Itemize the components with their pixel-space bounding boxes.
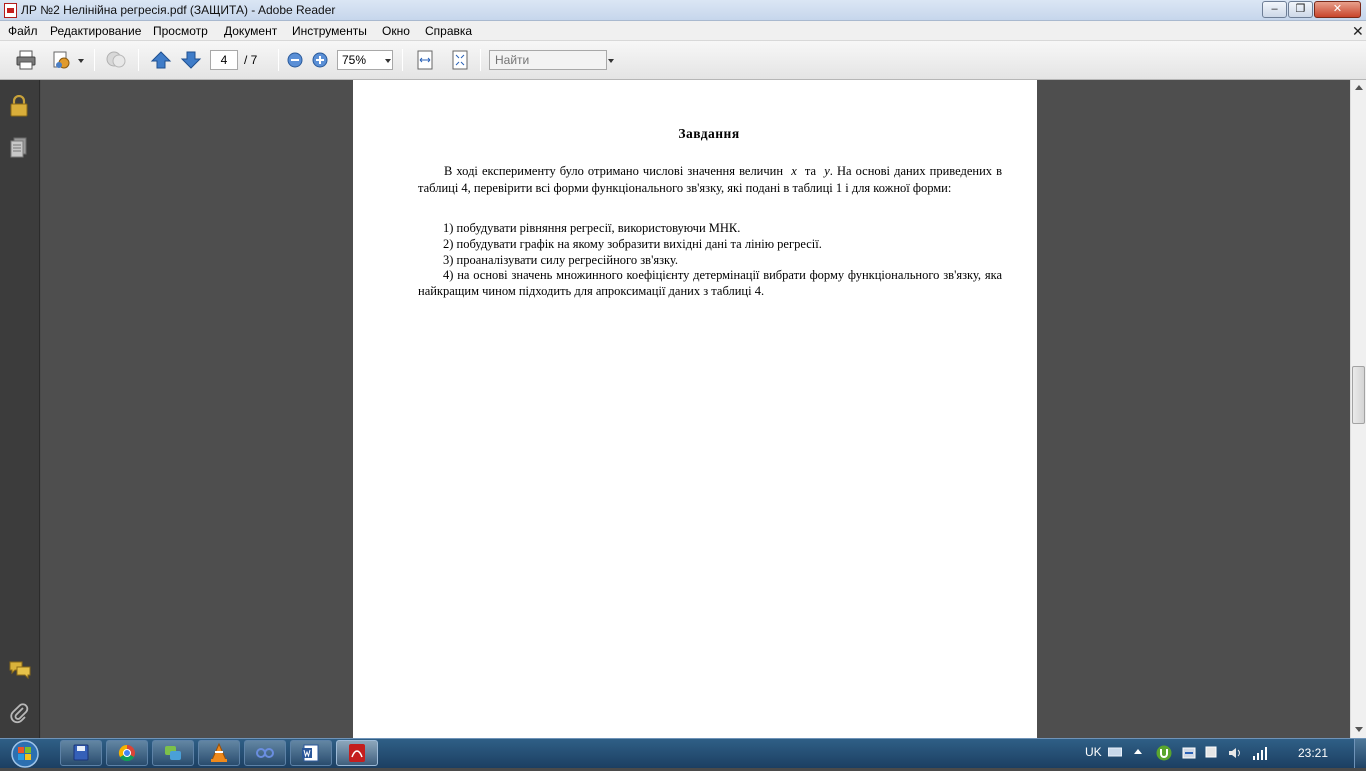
- close-document-icon[interactable]: ✕: [1352, 23, 1364, 39]
- network-signal-icon[interactable]: [1252, 745, 1268, 761]
- taskbar-adobe-reader[interactable]: [336, 740, 378, 766]
- menu-tools[interactable]: Инструменты: [292, 24, 367, 38]
- utorrent-icon[interactable]: [1156, 745, 1172, 761]
- menu-file[interactable]: Файл: [8, 24, 38, 38]
- security-lock-icon[interactable]: [9, 95, 29, 117]
- list-item: 3) проаналізувати силу регресійного зв'язку.: [443, 253, 679, 267]
- comment-tool-icon: [105, 49, 127, 71]
- language-indicator[interactable]: UK: [1085, 745, 1102, 759]
- minimize-icon: –: [1271, 3, 1278, 15]
- close-window-button[interactable]: [1314, 1, 1361, 18]
- sync-icon[interactable]: [1181, 745, 1197, 761]
- toolbar: [0, 41, 1366, 80]
- action-center-icon[interactable]: [1204, 745, 1218, 761]
- start-button[interactable]: [6, 739, 44, 768]
- list-item: 2) побудувати графік на якому зобразити вихідні дані та лінію регресії.: [443, 237, 822, 251]
- toolbar-separator: [402, 49, 403, 71]
- minimize-button[interactable]: [1262, 1, 1287, 18]
- menu-document[interactable]: Документ: [224, 24, 278, 38]
- navigation-pane: [0, 80, 40, 738]
- menu-help[interactable]: Справка: [425, 24, 473, 38]
- list-item: 4) на основі значень множинного коефіцієнту детермінації вибрати форму функціонального зв'язку, яка найкращим чином підходить для апроксимації даних з таблиці 4.: [418, 268, 1002, 298]
- chevron-down-icon: [385, 59, 391, 63]
- title-bar: [0, 0, 1366, 21]
- menu-edit[interactable]: Редактирование: [50, 24, 142, 38]
- variable-x: x: [791, 164, 797, 178]
- show-hidden-icons-icon[interactable]: [1134, 749, 1142, 754]
- page-total: / 7: [244, 53, 258, 67]
- scrollbar-thumb[interactable]: [1352, 366, 1365, 424]
- zoom-value: 75%: [342, 53, 367, 67]
- next-page-icon[interactable]: [180, 49, 202, 71]
- taskbar-network-app[interactable]: [244, 740, 286, 766]
- menu-window[interactable]: Окно: [382, 24, 410, 38]
- share-icon[interactable]: [51, 49, 73, 71]
- page-heading: Завдання: [678, 126, 740, 141]
- variable-y: y: [824, 164, 830, 178]
- menu-bar: [0, 21, 1366, 41]
- intro-and: та: [804, 164, 817, 178]
- fit-width-icon[interactable]: [414, 49, 436, 71]
- scroll-down-icon[interactable]: [1355, 727, 1363, 732]
- print-icon[interactable]: [15, 49, 37, 71]
- fit-page-icon[interactable]: [449, 49, 471, 71]
- restore-icon: ❐: [1295, 3, 1306, 15]
- zoom-out-icon[interactable]: [287, 52, 303, 68]
- zoom-select[interactable]: [337, 50, 393, 70]
- clock[interactable]: 23:21: [1298, 746, 1329, 760]
- taskbar-word[interactable]: [290, 740, 332, 766]
- scroll-up-icon[interactable]: [1355, 85, 1363, 90]
- adobe-reader-icon: [4, 3, 17, 18]
- keyboard-icon[interactable]: [1108, 746, 1122, 758]
- toolbar-separator: [278, 49, 279, 71]
- toolbar-separator: [138, 49, 139, 71]
- find-box: [489, 50, 607, 70]
- menu-view[interactable]: Просмотр: [153, 24, 208, 38]
- attachments-icon[interactable]: [9, 702, 29, 724]
- document-viewport[interactable]: [41, 80, 1350, 738]
- vertical-scrollbar[interactable]: [1350, 80, 1366, 738]
- intro-text-continued: . На основі даних приведених в таблиці 4, перевірити всі форми функціонального зв'язку, які подані в таблиці 1 і для кожної форми:: [418, 164, 1003, 195]
- maximize-button[interactable]: [1288, 1, 1313, 18]
- toolbar-separator: [94, 49, 95, 71]
- pdf-page: [353, 80, 1037, 738]
- comments-icon[interactable]: [8, 660, 32, 680]
- list-item: 1) побудувати рівняння регресії, використовуючи МНК.: [443, 221, 741, 235]
- taskbar-vlc[interactable]: [198, 740, 240, 766]
- intro-text: В ході експерименту було отримано числові значення величин: [444, 164, 784, 178]
- show-desktop-button[interactable]: [1354, 739, 1366, 768]
- taskbar-chrome[interactable]: [106, 740, 148, 766]
- page-number-input[interactable]: [210, 50, 238, 70]
- zoom-in-icon[interactable]: [312, 52, 328, 68]
- find-options-dropdown-icon[interactable]: [608, 59, 614, 63]
- taskbar-save-app[interactable]: [60, 740, 102, 766]
- volume-icon[interactable]: [1227, 745, 1243, 761]
- intro-paragraph: [418, 163, 1002, 196]
- share-dropdown-icon[interactable]: [78, 59, 84, 63]
- toolbar-separator: [480, 49, 481, 71]
- find-input[interactable]: [490, 51, 606, 69]
- taskbar-messenger[interactable]: [152, 740, 194, 766]
- close-icon: ✕: [1332, 3, 1343, 15]
- previous-page-icon[interactable]: [150, 49, 172, 71]
- window-title: ЛР №2 Нелінійна регресія.pdf (ЗАЩИТА) - Adobe Reader: [21, 3, 336, 17]
- pages-icon[interactable]: [10, 137, 28, 159]
